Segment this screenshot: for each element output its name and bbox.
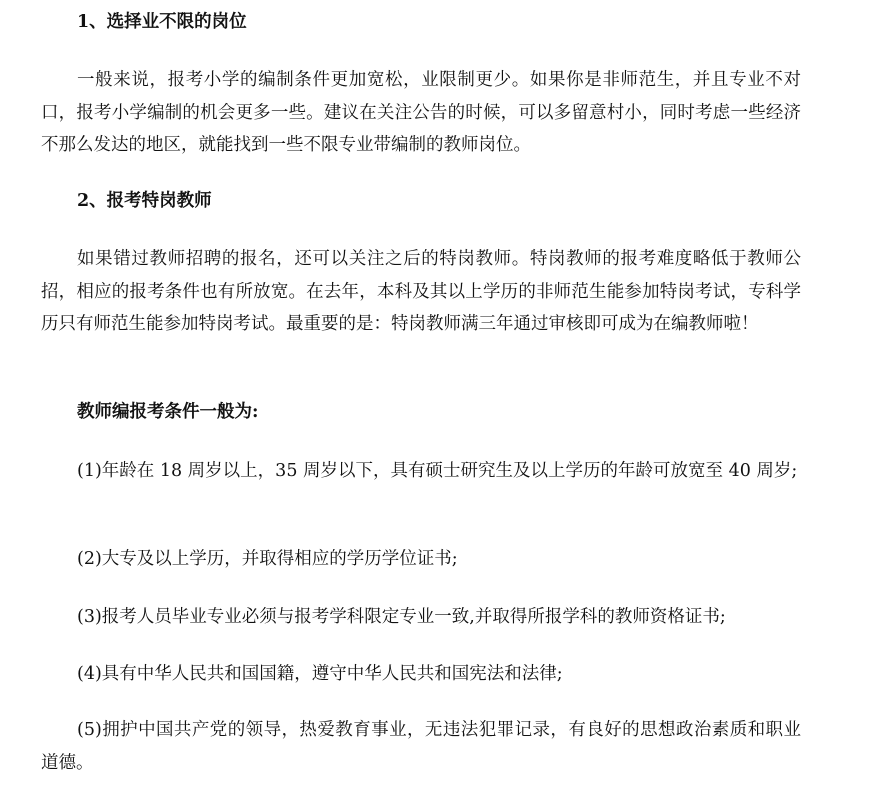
section-1-paragraph: 一般来说，报考小学的编制条件更加宽松，业限制更少。如果你是非师范生，并且专业不对口，报考小学编制的机会更多一些。建议在关注公告的时候，可以多留意村小，同时考虑一些经济不那么发达的地区，就能找到一些不限专业带编制的教师岗位。	[41, 70, 801, 155]
conditions-heading: 教师编报考条件一般为:	[77, 402, 259, 422]
condition-item-1: (1)年龄在 18 周岁以上，35 周岁以下，具有硕士研究生及以上学历的年龄可放宽至 40 周岁;	[77, 461, 798, 481]
condition-item-5: (5)拥护中国共产党的领导，热爱教育事业，无违法犯罪记录，有良好的思想政治素质和职业道德。	[41, 720, 801, 773]
section-2-heading: 2、报考特岗教师	[77, 191, 212, 211]
condition-item-3: (3)报考人员毕业专业必须与报考学科限定专业一致,并取得所报学科的教师资格证书;	[77, 607, 726, 627]
section-2-paragraph: 如果错过教师招聘的报名，还可以关注之后的特岗教师。特岗教师的报考难度略低于教师公招，相应的报考条件也有所放宽。在去年，本科及其以上学历的非师范生能参加特岗考试，专科学历只有师范生能参加特岗考试。最重要的是：特岗教师满三年通过审核即可成为在编教师啦！	[41, 249, 801, 334]
condition-item-2: (2)大专及以上学历，并取得相应的学历学位证书;	[77, 549, 458, 569]
condition-item-4: (4)具有中华人民共和国国籍，遵守中华人民共和国宪法和法律;	[77, 664, 563, 684]
section-1-heading: 1、选择业不限的岗位	[77, 12, 247, 32]
